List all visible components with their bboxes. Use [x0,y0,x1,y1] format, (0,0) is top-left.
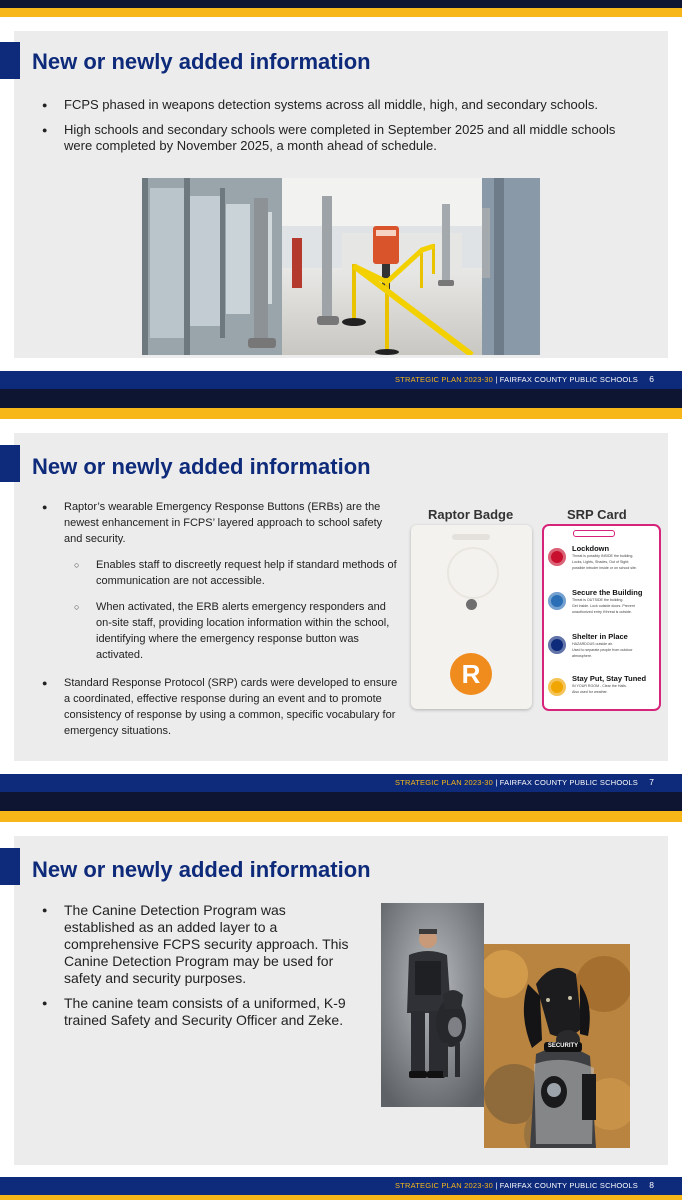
badge-slot [452,534,490,540]
srp-card-image [542,524,661,711]
bullet-item: ● The canine team consists of a uniformed, K-9 trained Safety and Security Officer and Zeke. [40,995,360,1029]
srp-item [548,542,654,582]
footer-label: STRATEGIC PLAN 2023-30 | FAIRFAX COUNTY PUBLIC SCHOOLS [394,1181,638,1190]
sub-bullet-item: ○ When activated, the ERB alerts emergency responders and on-site staff, providing location information within the school, identifying where the emergency response button was activated. [64,599,398,663]
srp-item-desc: Get inside. Lock outside doors. Prevent [572,604,635,608]
raptor-logo: R [450,653,492,695]
srp-item-desc: Also used for weather. [572,690,608,694]
srp-item-desc: IN YOUR ROOM - Clear the Halls. [572,684,627,688]
slide-footer [0,371,682,389]
building-icon [548,592,566,610]
badge-button-ring [447,547,499,599]
raptor-badge-image [411,525,532,709]
divider-dark-stripe [0,389,682,408]
slide-6 [0,17,682,371]
slide-title: New or newly added information [32,49,371,74]
divider-dark-stripe [0,792,682,811]
title-accent-bar [0,42,20,79]
page-number: 7 [649,777,654,787]
footer-label: STRATEGIC PLAN 2023-30 | FAIRFAX COUNTY PUBLIC SCHOOLS [394,375,638,384]
slide-8 [0,822,682,1177]
slide-title: New or newly added information [32,454,371,479]
page-number: 8 [649,1180,654,1190]
sub-bullet-list [64,557,398,663]
sub-bullet-item: ○ Enables staff to discreetly request help if standard methods of communication are not accessible. [64,557,398,589]
srp-item-title: Shelter in Place [572,632,628,641]
bullet-item: ● Standard Response Protocol (SRP) cards were developed to ensure a coordinated, effective response during an event and to promote consistency of response by using a common, specific vocabulary for emergency situations. [40,675,398,739]
bullet-item: ● The Canine Detection Program was established as an added layer to a comprehensive FCPS security approach. This Canine Detection Program may be used for safety and security purposes. [40,902,360,987]
srp-item-desc: unauthorized entry if threat is outside. [572,610,632,614]
srp-item [548,586,654,626]
bullet-item: ● High schools and secondary schools were completed in September 2025 and all middle schools were completed by November 2025, a month ahead of schedule. [40,122,640,154]
srp-item-desc: atmosphere. [572,654,592,658]
badge-led [466,599,477,610]
officer-with-dog-photo [381,903,484,1107]
srp-item-desc: Used to separate people from outdoor [572,648,633,652]
bullet-item: ● FCPS phased in weapons detection systems across all middle, high, and secondary schools. [40,97,640,113]
slide-7 [0,419,682,774]
title-accent-bar [0,445,20,482]
srp-card-label: SRP Card [567,507,627,522]
srp-item-title: Secure the Building [572,588,643,597]
bullet-list [40,97,640,154]
card-slot [573,530,615,537]
bullet-item: ● Raptor’s wearable Emergency Response Buttons (ERBs) are the newest enhancement in FCPS’ layered approach to school safety and security. ○ Enables staff to discreetly request help if standard methods of communication are not accessible. ○ When activated, the ERB alerts emergency responders and on-site staff, providing location information within the school, identifying where the emergency response button was activated. [40,499,398,663]
canine-zeke-photo [484,944,630,1148]
page-number: 6 [649,374,654,384]
divider-gold-stripe [0,408,682,419]
slide-title: New or newly added information [32,857,371,882]
bullet-list [40,902,360,1029]
srp-item [548,630,654,670]
srp-item-desc: possible intruder inside or on school site. [572,566,637,570]
divider-gold-stripe [0,811,682,822]
room-icon [548,678,566,696]
srp-item-title: Lockdown [572,544,610,553]
srp-item-desc: Threat is OUTSIDE the building. [572,598,624,602]
srp-item-desc: HAZARDOUS outside air. [572,642,613,646]
slide-footer [0,774,682,792]
title-accent-bar [0,848,20,885]
top-gold-stripe [0,8,682,17]
slide-footer [0,1177,682,1195]
bullet-list [40,499,398,739]
top-dark-stripe [0,0,682,8]
weapons-detection-photo [142,178,540,355]
bottom-gold-stripe [0,1195,682,1200]
srp-item-desc: Locks, Lights, Shades, Out of Sight; [572,560,630,564]
house-icon [548,636,566,654]
badge-label: Raptor Badge [428,507,514,522]
vest-security-text: SECURITY [547,1043,579,1049]
srp-item-desc: Threat is possibly INSIDE the building. [572,554,634,558]
srp-item-title: Stay Put, Stay Tuned [572,674,647,683]
footer-label: STRATEGIC PLAN 2023-30 | FAIRFAX COUNTY PUBLIC SCHOOLS [394,778,638,787]
lock-icon [548,548,566,566]
srp-item [548,672,654,712]
